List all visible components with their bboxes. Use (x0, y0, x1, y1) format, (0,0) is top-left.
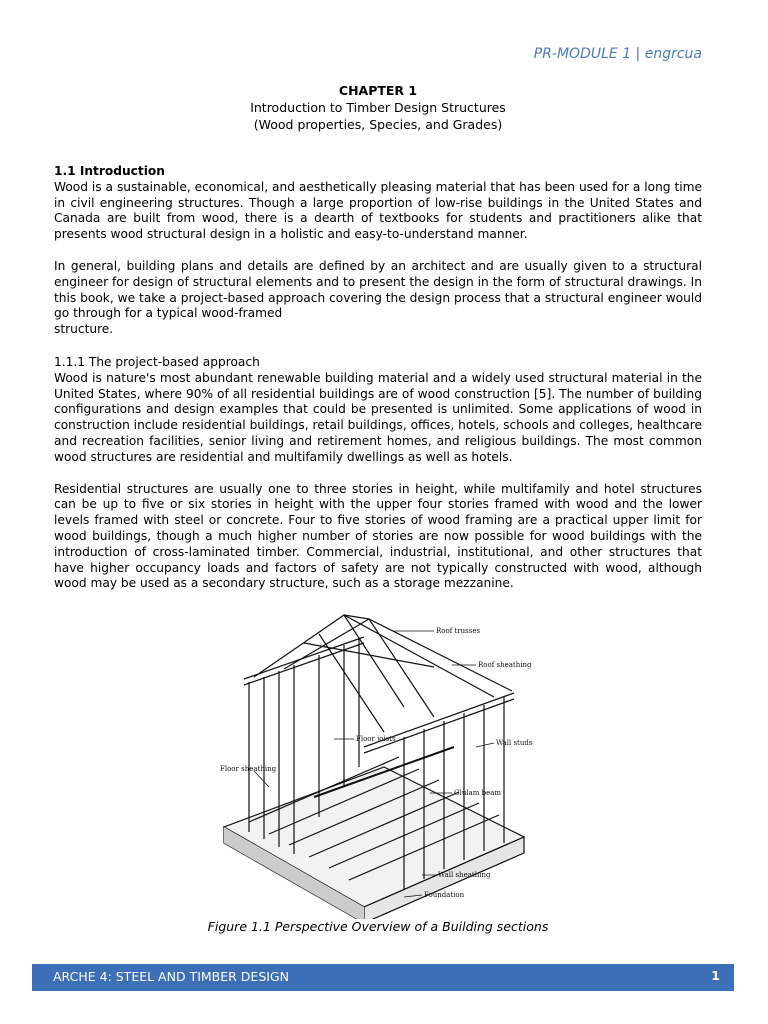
label-roof-trusses: Roof trusses (436, 627, 481, 635)
subsection-heading: 1.1.1 The project-based approach (54, 355, 260, 369)
paragraph: In general, building plans and details are defined by an architect and are usually given to a structural engineer for design of structural elements and to present the design in the form of structural drawings. In this book, we take a project-based approach covering the design process that a structural engineer would go through for a typical wood-framed (54, 258, 702, 321)
chapter-title-block (0, 82, 756, 133)
section-introduction (54, 164, 702, 338)
building-frame-drawing (194, 607, 564, 919)
section-heading: 1.1 Introduction (54, 164, 165, 178)
label-foundation: Foundation (424, 891, 465, 899)
footer-course: ARCHE 4: STEEL AND TIMBER DESIGN (53, 969, 289, 984)
chapter-title: Introduction to Timber Design Structures (250, 100, 506, 115)
paragraph: Wood is nature's most abundant renewable building material and a widely used structural material in the United States, where 90% of all residential buildings are of wood construction [5]. The number of building configurations and design examples that could be presented is unlimited. Some applications of wood in construction include residential buildings, retail buildings, offices, hotels, schools and colleges, healthcare and recreation facilities, senior living and retirement homes, and religious buildings. The most common wood structures are residential and multifamily dwellings as well as hotels. (54, 370, 702, 464)
paragraph: structure. (54, 322, 114, 337)
building-frame-figure (194, 607, 564, 919)
label-wall-studs: Wall studs (496, 739, 533, 747)
label-glulam-beam: Glulam beam (454, 789, 502, 797)
paragraph: Wood is a sustainable, economical, and aesthetically pleasing material that has been used for a long time in civil engineering structures. Though a large proportion of low-rise buildings in the United States and Canada are built from wood, there is a dearth of textbooks for students and practitioners alike that presents wood structural design in a holistic and easy-to-understand manner. (54, 179, 702, 242)
chapter-subtitle: (Wood properties, Species, and Grades) (253, 117, 503, 132)
section-project-approach (54, 355, 702, 592)
module-header: PR-MODULE 1 | engrcua (533, 46, 702, 62)
paragraph: Residential structures are usually one to three stories in height, while multifamily and hotel structures can be up to five or six stories in height with the upper four stories framed with wood and the lower levels framed with steel or concrete. Four to five stories of wood framing are a practical upper limit for wood buildings, though a much higher number of stories are now possible for wood buildings with the introduction of cross-laminated timber. Commercial, industrial, institutional, and other structures that have higher occupancy loads and factors of safety are not typically constructed with wood, although wood may be used as a secondary structure, such as a storage mezzanine. (54, 481, 702, 591)
label-roof-sheathing: Roof sheathing (478, 661, 532, 669)
figure-caption: Figure 1.1 Perspective Overview of a Building sections (207, 919, 549, 934)
chapter-number: CHAPTER 1 (338, 83, 418, 98)
page-number: 1 (711, 968, 720, 983)
label-floor-sheathing: Floor sheathing (220, 765, 277, 773)
page-footer (32, 964, 734, 991)
label-floor-joists: Floor joists (356, 735, 396, 743)
label-wall-sheathing: Wall sheathing (438, 871, 491, 879)
